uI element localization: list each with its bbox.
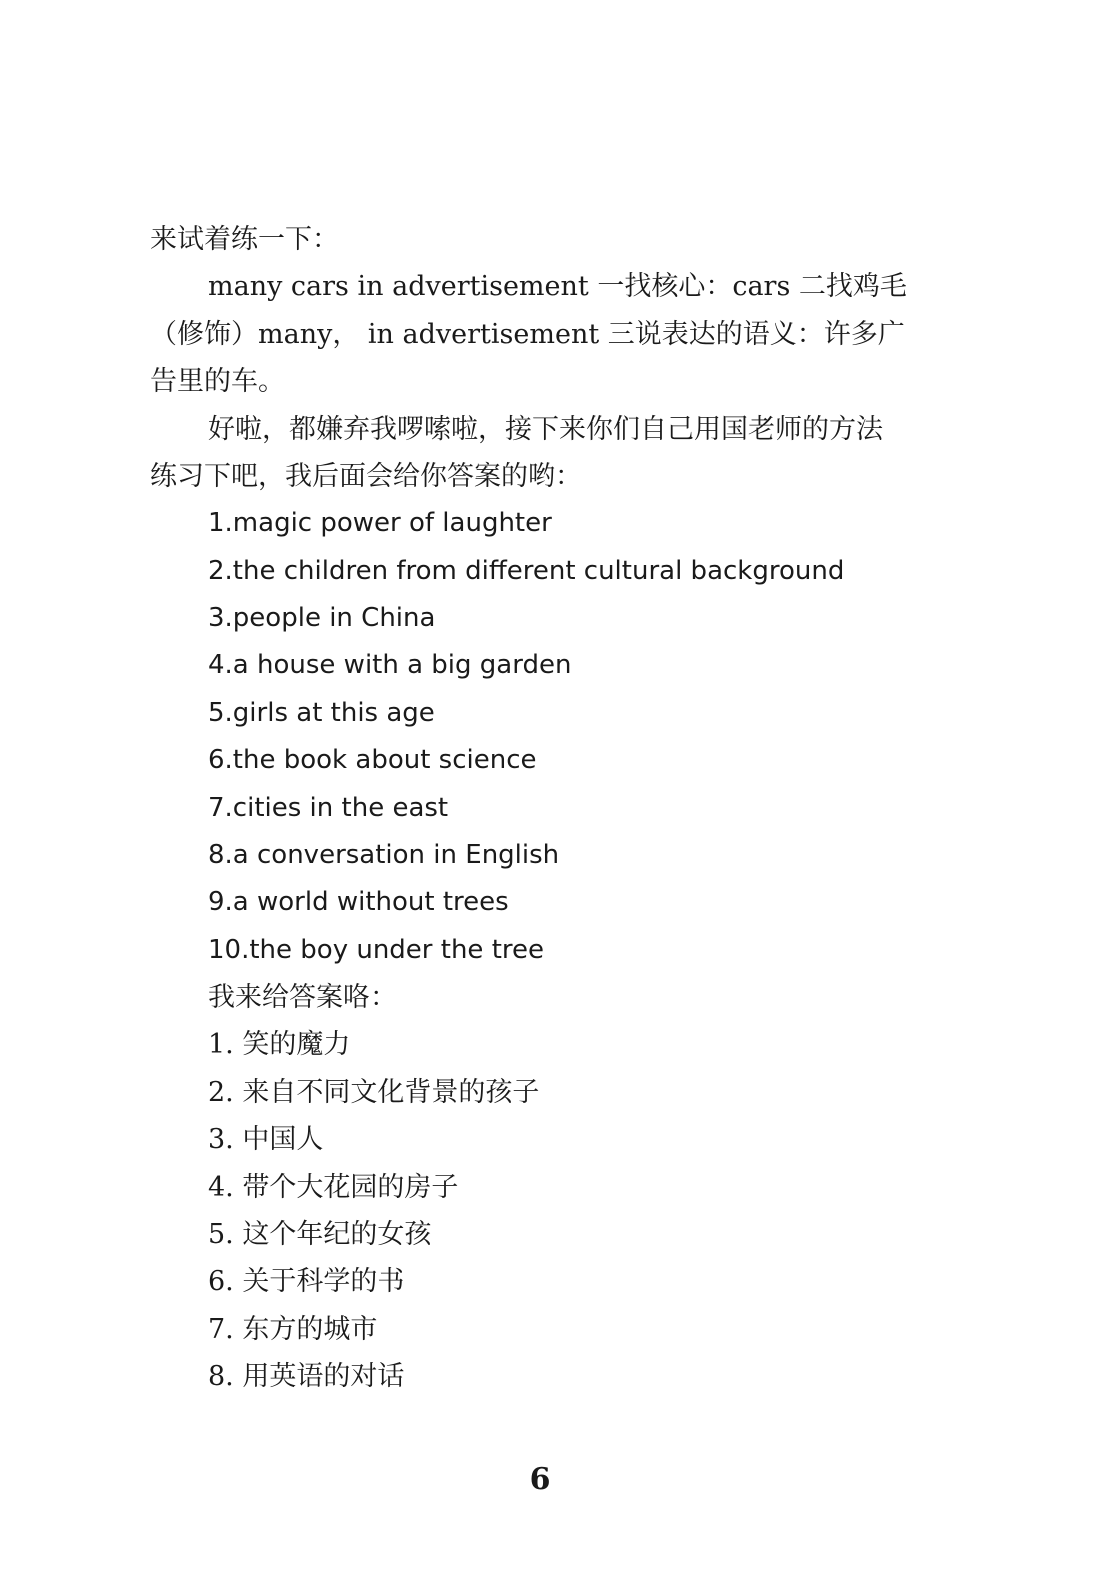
exercise-item: 5.girls at this age [208,697,435,728]
exercise-item: 3.people in China [208,603,436,633]
answer-item: 8. 用英语的对话 [208,1361,405,1392]
answer-item: 5. 这个年纪的女孩 [208,1218,432,1250]
example-line: 告里的车。 [150,366,285,398]
exercise-item: 8.a conversation in English [208,839,560,870]
answers-heading: 我来给答案咯： [208,982,397,1013]
exercise-item: 2.the children from different cultural background [208,555,845,586]
answer-item: 6. 关于科学的书 [208,1266,405,1298]
exercise-item: 1.magic power of laughter [208,508,552,539]
transition-line: 好啦，都嫌弃我啰嗦啦，接下来你们自己用国老师的方法 [208,413,883,445]
answer-item: 7. 东方的城市 [208,1313,378,1345]
page-text [150,216,950,1400]
page-number: 6 [529,1462,551,1497]
example-line: （修饰）many， in advertisement 三说表达的语义：许多广 [150,318,905,350]
exercise-item: 9.a world without trees [208,887,509,918]
answer-item: 1. 笑的魔力 [208,1029,351,1061]
example-line: many cars in advertisement 一找核心：cars 二找鸡毛 [208,271,907,303]
exercise-item: 7.cities in the east [208,792,449,823]
intro-line: 来试着练一下： [150,224,339,255]
exercise-item: 6.the book about science [208,745,537,776]
exercise-item: 4.a house with a big garden [208,650,572,681]
answer-item: 4. 带个大花园的房子 [208,1171,459,1203]
answer-item: 2. 来自不同文化背景的孩子 [208,1076,540,1108]
answer-item: 3. 中国人 [208,1124,324,1156]
exercise-item: 10.the boy under the tree [208,934,544,965]
transition-line: 练习下吧，我后面会给你答案的哟： [150,460,582,492]
